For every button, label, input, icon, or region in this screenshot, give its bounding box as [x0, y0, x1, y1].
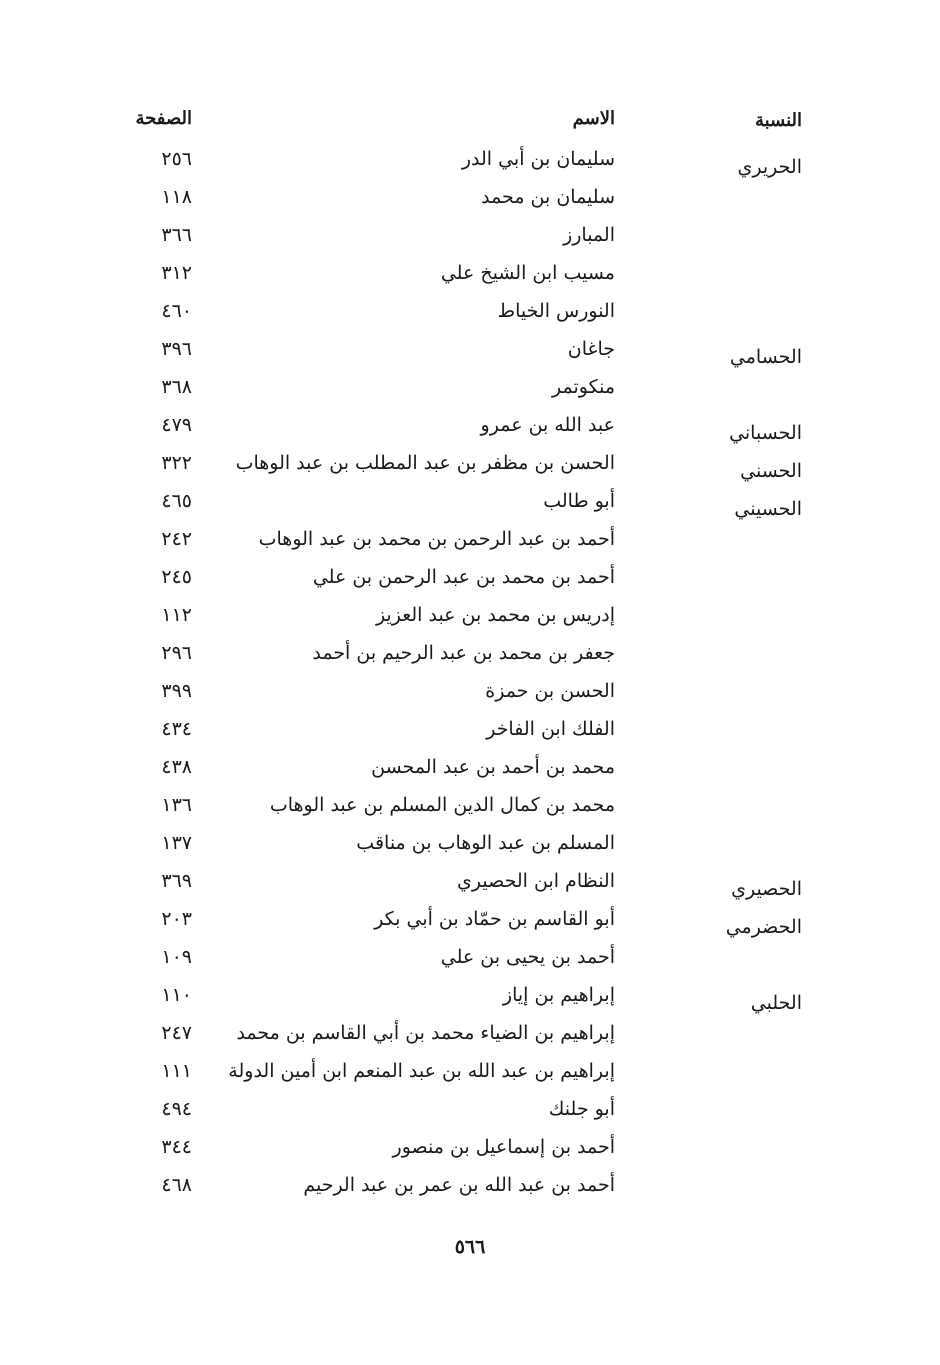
row-page: ١١٨ — [161, 186, 192, 208]
page-number: ٥٦٦ — [454, 1236, 486, 1258]
table-row — [0, 178, 940, 216]
row-page: ٣٩٦ — [161, 338, 192, 360]
row-name: الحسن بن حمزة — [485, 680, 615, 702]
row-name: أحمد بن عبد الله بن عمر بن عبد الرحيم — [303, 1174, 615, 1196]
index-table — [0, 100, 940, 1204]
row-page: ٤٣٨ — [161, 756, 192, 778]
table-row — [0, 672, 940, 710]
row-name: المسلم بن عبد الوهاب بن مناقب — [356, 832, 615, 854]
row-name: جعفر بن محمد بن عبد الرحيم بن أحمد — [312, 642, 615, 664]
row-page: ٣٤٤ — [161, 1136, 192, 1158]
header-page: الصفحة — [135, 108, 192, 129]
row-nisba: الحريري — [737, 156, 802, 178]
row-nisba: الحلبي — [750, 992, 802, 1014]
row-page: ١٣٧ — [161, 832, 192, 854]
table-row — [0, 1014, 940, 1052]
header-name: الاسم — [572, 108, 615, 129]
row-nisba: الحصيري — [731, 878, 802, 900]
row-page: ٣٦٩ — [161, 870, 192, 892]
row-name: المبارز — [563, 224, 615, 246]
table-row — [0, 824, 940, 862]
row-page: ٢٩٦ — [161, 642, 192, 664]
row-name: محمد بن أحمد بن عبد المحسن — [371, 756, 615, 778]
row-page: ٤٦٨ — [161, 1174, 192, 1196]
row-page: ٣١٢ — [161, 262, 192, 284]
row-page: ١١٢ — [161, 604, 192, 626]
row-name: محمد بن كمال الدين المسلم بن عبد الوهاب — [269, 794, 615, 816]
row-name: أبو جلنك — [548, 1098, 615, 1120]
table-row — [0, 1090, 940, 1128]
row-page: ١١٠ — [161, 984, 192, 1006]
row-page: ٤٦٥ — [161, 490, 192, 512]
table-row — [0, 1128, 940, 1166]
table-row — [0, 330, 940, 368]
table-row — [0, 482, 940, 520]
table-row — [0, 748, 940, 786]
table-row — [0, 368, 940, 406]
row-name: الفلك ابن الفاخر — [486, 718, 615, 740]
row-name: النظام ابن الحصيري — [457, 870, 615, 892]
row-name: إبراهيم بن الضياء محمد بن أبي القاسم بن محمد — [236, 1022, 615, 1044]
row-name: أحمد بن إسماعيل بن منصور — [392, 1136, 615, 1158]
row-name: سليمان بن أبي الدر — [461, 148, 615, 170]
row-name: أحمد بن عبد الرحمن بن محمد بن عبد الوهاب — [258, 528, 615, 550]
table-row — [0, 938, 940, 976]
table-row — [0, 1166, 940, 1204]
row-page: ٤٦٠ — [161, 300, 192, 322]
row-page: ٣٦٨ — [161, 376, 192, 398]
row-page: ٣٩٩ — [161, 680, 192, 702]
header-nisba: النسبة — [754, 110, 802, 131]
row-nisba: الحسباني — [729, 422, 802, 444]
row-page: ٢٤٧ — [161, 1022, 192, 1044]
table-row — [0, 216, 940, 254]
table-row — [0, 862, 940, 900]
row-page: ١٣٦ — [161, 794, 192, 816]
row-name: أحمد بن يحيى بن علي — [440, 946, 615, 968]
table-body — [0, 140, 940, 1204]
table-row — [0, 140, 940, 178]
row-name: إبراهيم بن إياز — [502, 984, 615, 1006]
table-row — [0, 254, 940, 292]
table-row — [0, 520, 940, 558]
row-name: إبراهيم بن عبد الله بن عبد المنعم ابن أمين الدولة — [228, 1060, 615, 1082]
row-name: إدريس بن محمد بن عبد العزيز — [375, 604, 615, 626]
row-page: ٢٥٦ — [161, 148, 192, 170]
row-nisba: الحضرمي — [725, 916, 802, 938]
row-page: ٤٩٤ — [161, 1098, 192, 1120]
row-name: الحسن بن مظفر بن عبد المطلب بن عبد الوهاب — [235, 452, 615, 474]
row-page: ٢٤٥ — [161, 566, 192, 588]
table-row — [0, 596, 940, 634]
row-name: مسيب ابن الشيخ علي — [440, 262, 615, 284]
row-nisba: الحسني — [740, 460, 802, 482]
row-name: أحمد بن محمد بن عبد الرحمن بن علي — [312, 566, 615, 588]
table-row — [0, 406, 940, 444]
table-row — [0, 786, 940, 824]
row-name: جاغان — [567, 338, 615, 360]
table-header-row — [0, 100, 940, 140]
row-page: ٤٧٩ — [161, 414, 192, 436]
row-page: ١١١ — [161, 1060, 192, 1082]
table-row — [0, 900, 940, 938]
row-page: ٣٢٢ — [161, 452, 192, 474]
row-page: ٣٦٦ — [161, 224, 192, 246]
table-row — [0, 976, 940, 1014]
row-name: أبو القاسم بن حمّاد بن أبي بكر — [374, 908, 615, 930]
row-name: منكوتمر — [552, 376, 615, 398]
table-row — [0, 1052, 940, 1090]
row-name: عبد الله بن عمرو — [480, 414, 615, 436]
table-row — [0, 710, 940, 748]
row-name: النورس الخياط — [497, 300, 615, 322]
row-page: ٢٤٢ — [161, 528, 192, 550]
row-page: ٢٠٣ — [161, 908, 192, 930]
row-page: ٤٣٤ — [161, 718, 192, 740]
table-row — [0, 634, 940, 672]
row-nisba: الحسامي — [729, 346, 802, 368]
table-row — [0, 444, 940, 482]
row-page: ١٠٩ — [161, 946, 192, 968]
table-row — [0, 292, 940, 330]
row-name: سليمان بن محمد — [481, 186, 615, 208]
table-row — [0, 558, 940, 596]
row-name: أبو طالب — [543, 490, 615, 512]
row-nisba: الحسيني — [734, 498, 802, 520]
